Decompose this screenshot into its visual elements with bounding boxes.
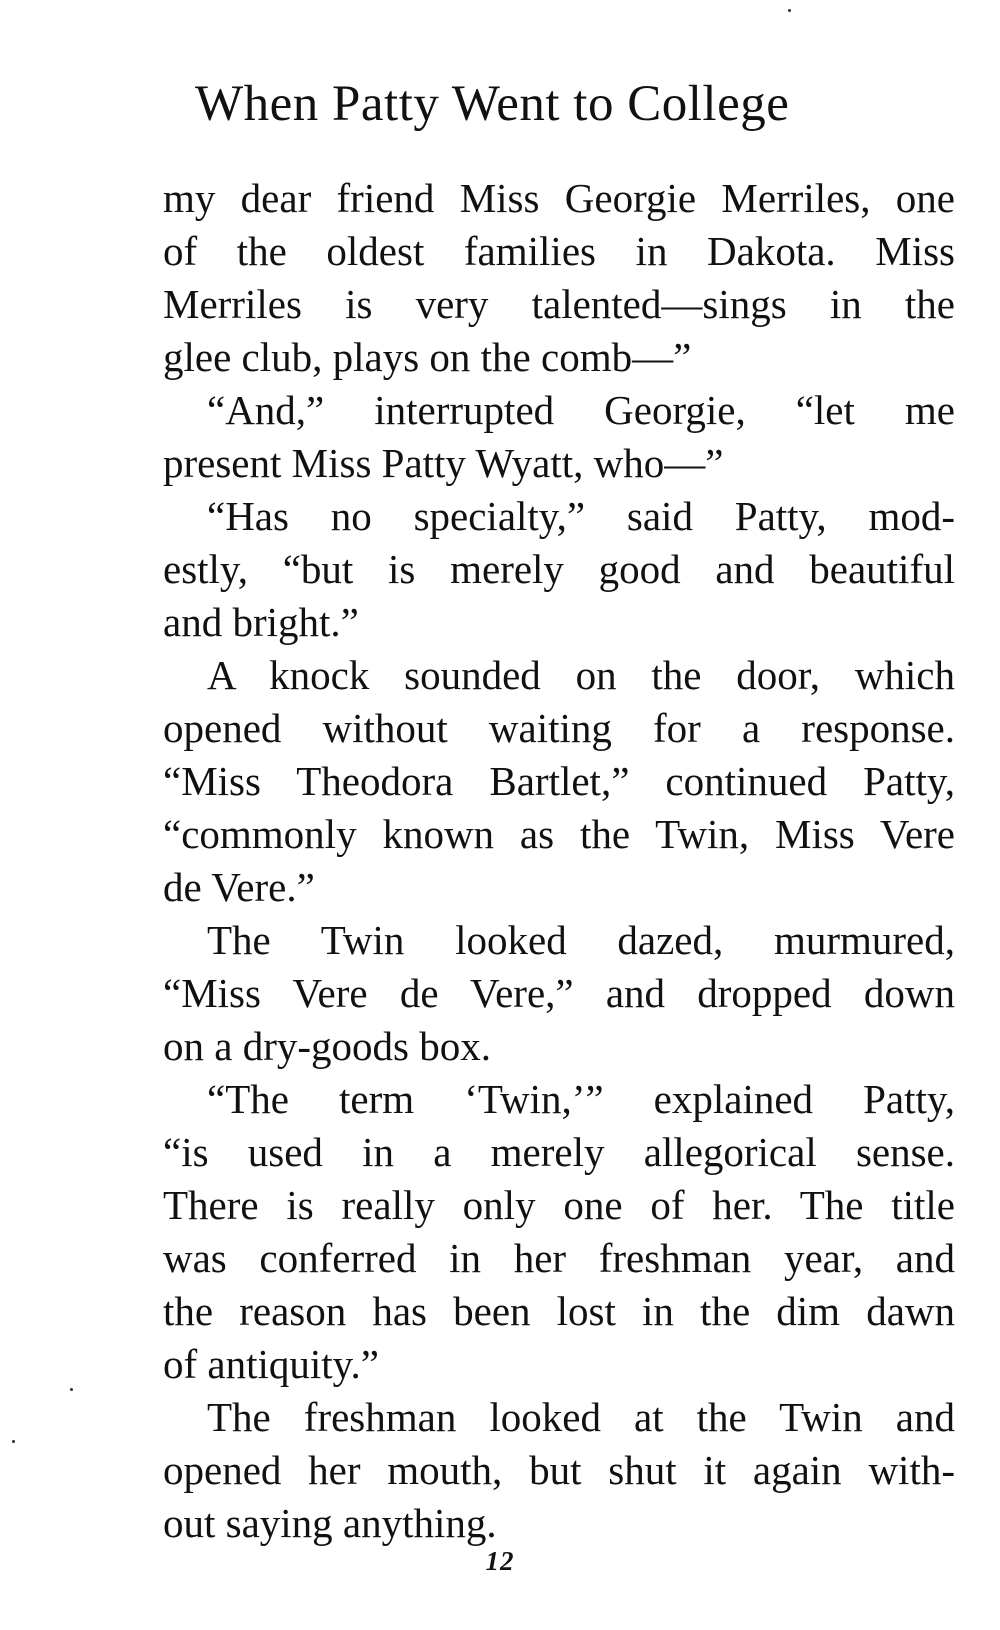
text-line: “Miss Vere de Vere,” and dropped down [163, 970, 955, 1016]
text-line: There is really only one of her. The title [163, 1182, 955, 1228]
text-line: “commonly known as the Twin, Miss Vere [163, 811, 955, 857]
text-line: present Miss Patty Wyatt, who—” [163, 440, 724, 486]
text-line: was conferred in her freshman year, and [163, 1235, 955, 1281]
text-line: the reason has been lost in the dim dawn [163, 1288, 955, 1334]
text-line: “Has no specialty,” said Patty, mod- [207, 493, 955, 539]
text-line: estly, “but is merely good and beautiful [163, 546, 955, 592]
page-number: 12 [485, 1546, 515, 1576]
text-line: my dear friend Miss Georgie Merriles, one [163, 175, 955, 221]
body-text [163, 172, 955, 1550]
text-line: opened without waiting for a response. [163, 705, 955, 751]
text-line: of antiquity.” [163, 1341, 379, 1387]
text-line: Merriles is very talented—sings in the [163, 281, 955, 327]
text-line: “And,” interrupted Georgie, “let me [207, 387, 955, 433]
text-line: on a dry-goods box. [163, 1023, 491, 1069]
text-line: of the oldest families in Dakota. Miss [163, 228, 955, 274]
text-line: The freshman looked at the Twin and [207, 1394, 955, 1440]
text-line: opened her mouth, but shut it again with- [163, 1447, 955, 1493]
text-line: “The term ‘Twin,’” explained Patty, [207, 1076, 955, 1122]
scan-speck [788, 9, 791, 12]
text-line: “is used in a merely allegorical sense. [163, 1129, 955, 1175]
text-line: glee club, plays on the comb—” [163, 334, 692, 380]
text-line: A knock sounded on the door, which [207, 652, 955, 698]
scan-speck [70, 1388, 73, 1391]
text-line: The Twin looked dazed, murmured, [207, 917, 955, 963]
text-line: de Vere.” [163, 864, 315, 910]
scan-speck [12, 1440, 15, 1443]
running-head: When Patty Went to College [195, 76, 790, 132]
text-line: and bright.” [163, 599, 359, 645]
text-line: “Miss Theodora Bartlet,” continued Patty, [163, 758, 955, 804]
text-line: out saying anything. [163, 1500, 497, 1546]
